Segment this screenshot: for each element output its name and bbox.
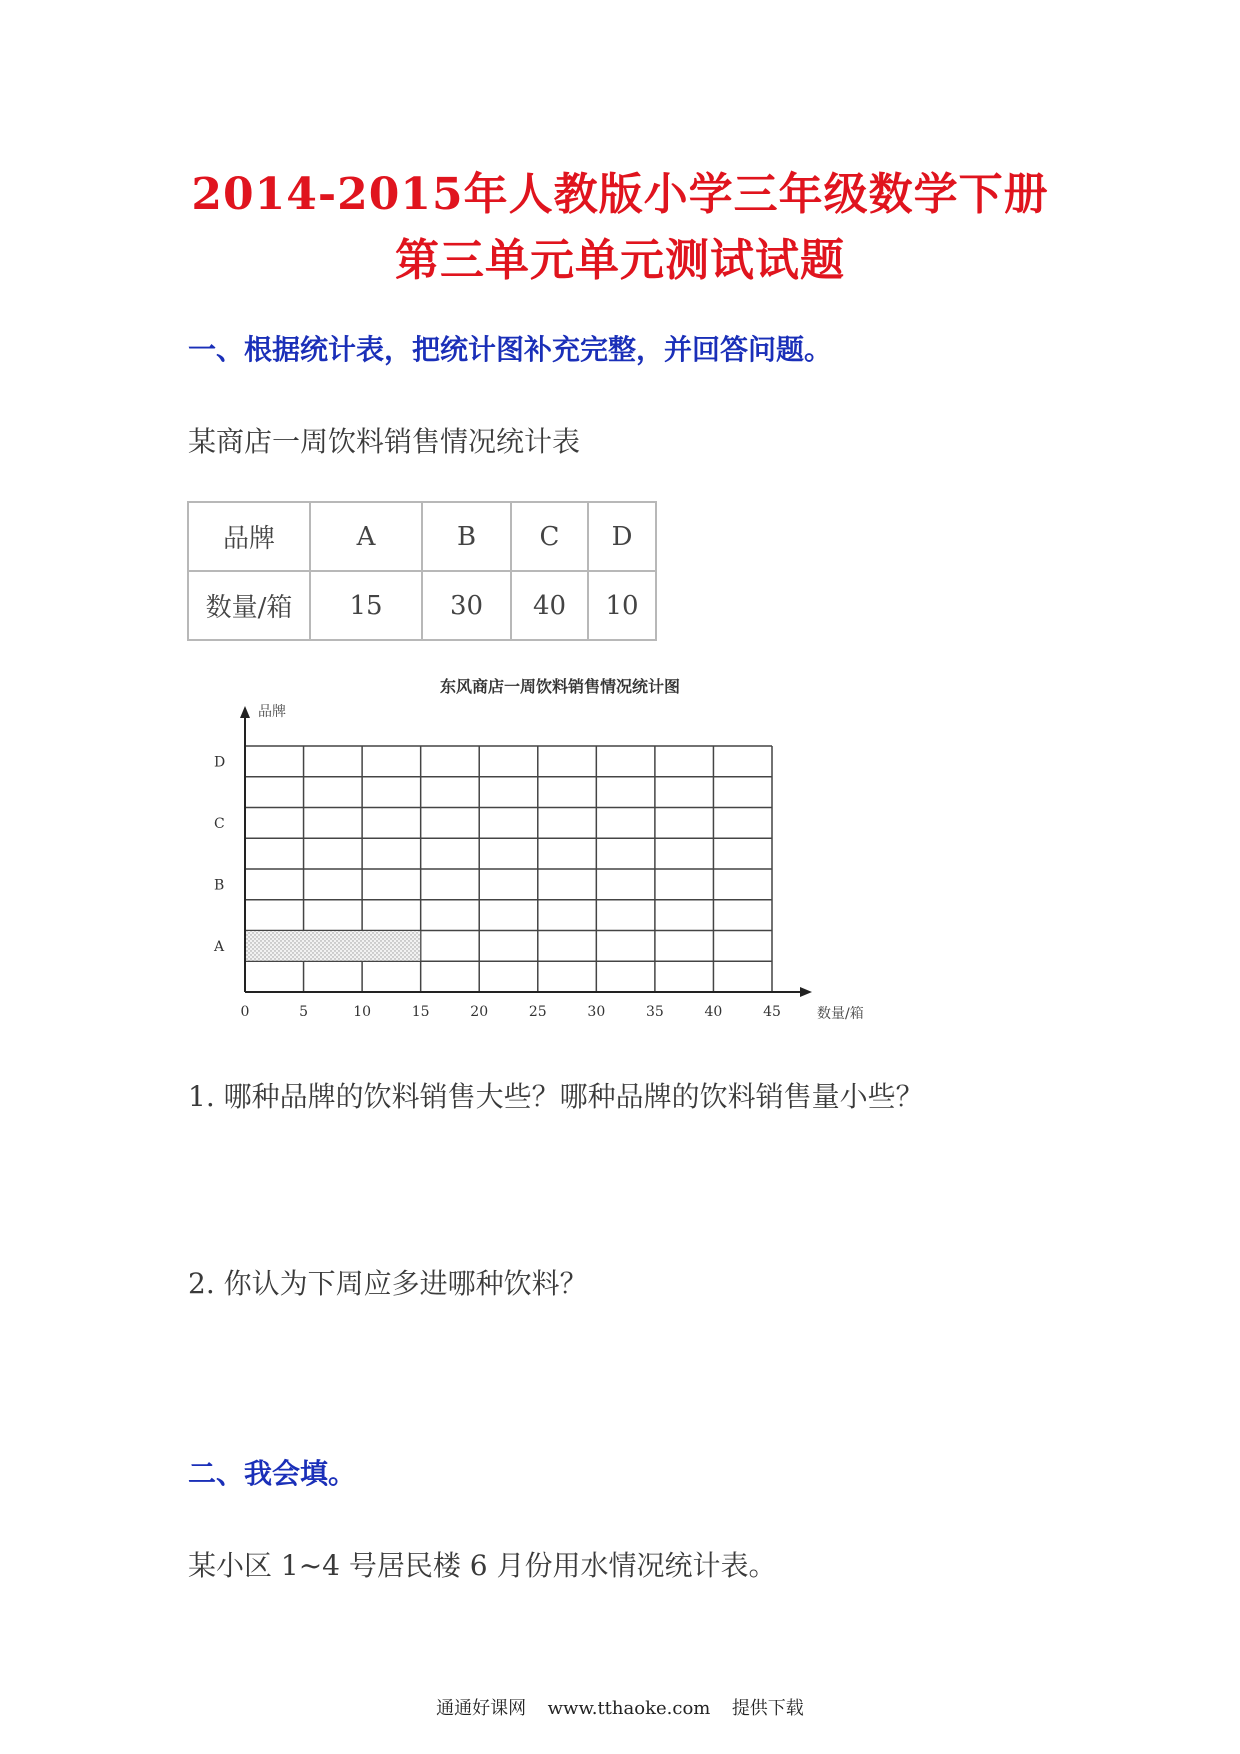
sales-chart [210, 670, 890, 1020]
y-axis-label: 品牌 [258, 704, 286, 720]
footer [0, 1694, 1240, 1720]
x-tick-label: 40 [704, 1004, 723, 1020]
section2-heading: 二、我会填。 [188, 1457, 357, 1490]
table-cell-brand-d: D [588, 502, 656, 571]
water-table-caption: 某小区 1~4 号居民楼 6 月份用水情况统计表。 [188, 1549, 777, 1582]
question-2: 2. 你认为下周应多进哪种饮料？ [188, 1267, 588, 1300]
sales-table [187, 501, 657, 641]
footer-suffix: 提供下载 [731, 1698, 804, 1719]
x-tick-label: 45 [763, 1004, 781, 1020]
x-tick-label: 30 [587, 1004, 606, 1020]
x-tick-label: 20 [470, 1004, 489, 1020]
table-header-quantity: 数量/箱 [188, 571, 310, 640]
footer-url[interactable]: www.tthaoke.com [547, 1698, 711, 1719]
x-tick-label: 5 [299, 1004, 309, 1020]
bar-a [245, 931, 421, 962]
table-header-brand: 品牌 [188, 502, 310, 571]
x-tick-label: 35 [645, 1004, 664, 1020]
table-cell-brand-c: C [511, 502, 588, 571]
x-tick-label: 0 [240, 1004, 250, 1020]
x-tick-label: 25 [528, 1004, 547, 1020]
x-axis-arrow [800, 987, 812, 997]
y-tick-label-c: C [214, 815, 225, 832]
table-cell-qty-a: 15 [310, 571, 422, 640]
table-cell-brand-b: B [422, 502, 511, 571]
chart-svg [210, 670, 890, 1020]
table-row [188, 571, 656, 640]
table-cell-qty-c: 40 [511, 571, 588, 640]
table-cell-qty-d: 10 [588, 571, 656, 640]
x-tick-label: 15 [411, 1004, 430, 1020]
table-caption: 某商店一周饮料销售情况统计表 [188, 425, 581, 458]
y-tick-label-a: A [214, 938, 225, 955]
chart-title: 东风商店一周饮料销售情况统计图 [439, 677, 681, 696]
footer-site: 通通好课网 [436, 1698, 527, 1719]
x-tick-label: 10 [353, 1004, 372, 1020]
table-row [188, 502, 656, 571]
y-tick-label-d: D [214, 754, 226, 771]
question-1: 1. 哪种品牌的饮料销售大些？哪种品牌的饮料销售量小些？ [188, 1080, 924, 1113]
x-axis-label: 数量/箱 [817, 1006, 864, 1020]
page-title-line1: 2014-2015年人教版小学三年级数学下册 [191, 169, 1049, 220]
y-tick-label-b: B [214, 877, 225, 894]
section1-heading: 一、根据统计表，把统计图补充完整，并回答问题。 [188, 333, 833, 366]
table-cell-brand-a: A [310, 502, 422, 571]
table-cell-qty-b: 30 [422, 571, 511, 640]
page-title-line2: 第三单元单元测试试题 [395, 235, 845, 286]
y-axis-arrow [240, 706, 250, 718]
